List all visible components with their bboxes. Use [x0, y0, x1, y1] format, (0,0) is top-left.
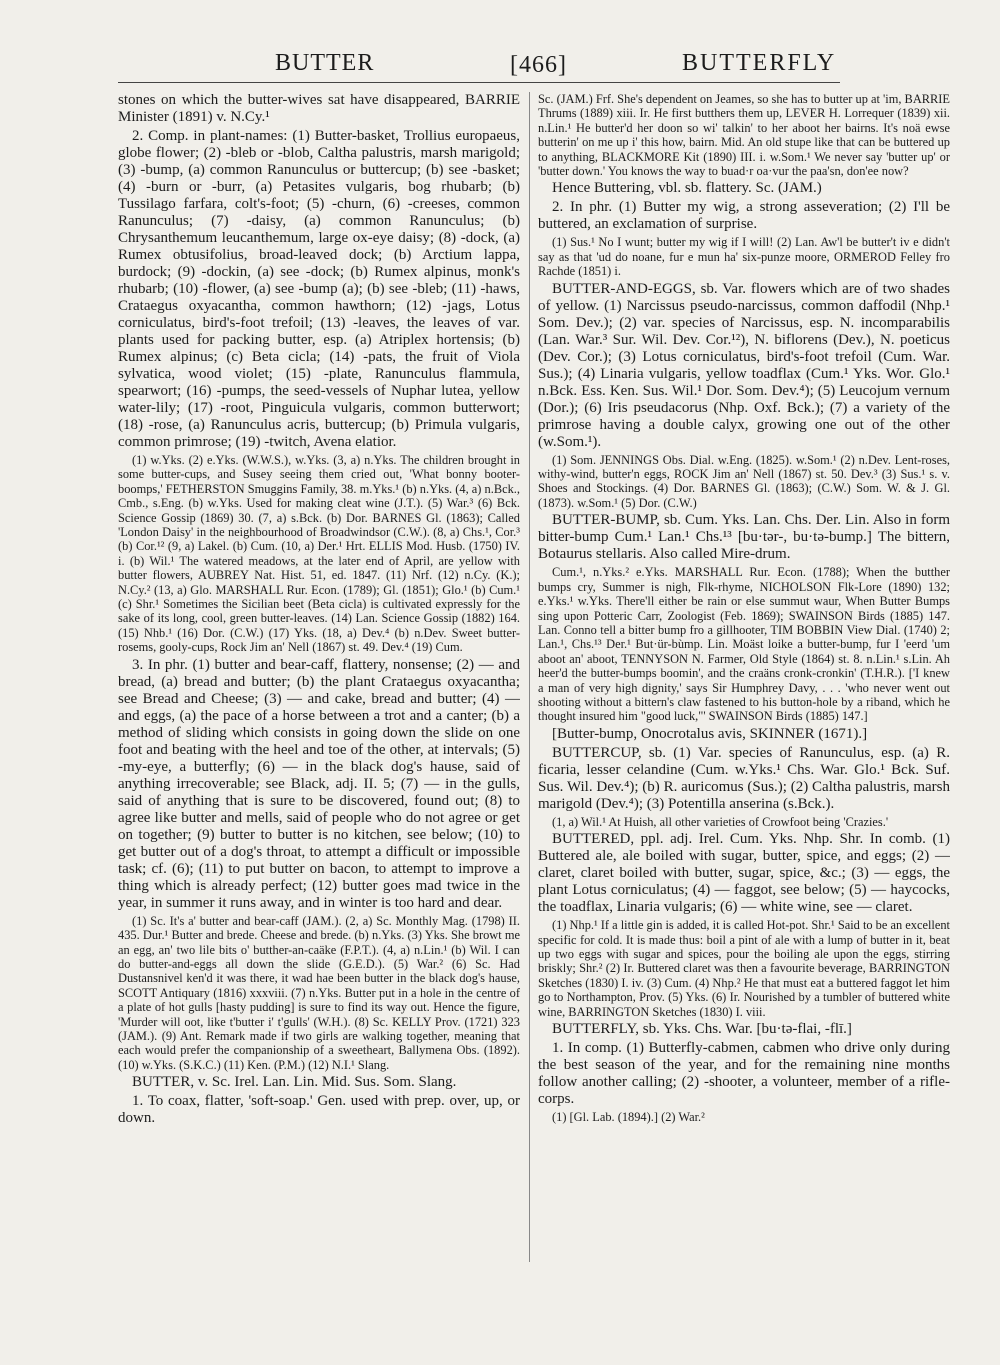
entry-paragraph: BUTTERCUP, sb. (1) Var. species of Ranunculus, esp. (a) R. ficaria, lesser celandine (Cum. w.Yks.¹ Chs. War. Glo.¹ Bck. Suf. Sus. Wil. Dev.⁴); (b) R. auricomus (Sus.); (2) Caltha palustris, marsh marigold (Dev.⁴); (3) Potentilla anserina (s.Bck.).: [538, 744, 950, 812]
entry-paragraph: (1, a) Wil.¹ At Huish, all other varieties of Crowfoot being 'Crazies.': [552, 814, 889, 829]
entry-paragraph: (1) Sc. It's a' butter and bear-caff (JAM.). (2, a) Sc. Monthly Mag. (1798) II. 435. Dur.¹ Butter and brede. Cheese and brede. (b) n.Yks. (3) Yks. She browt me an egg, an' two lile bits o' butther-an-caäke (F.P.T.). (4, a) n.Lin.¹ (b) Wil. I can do butter-and-eggs all down the slide (G.E.D.). (5) War.² (6) Sc. Had Dustansnivel ken'd it was there, it wad hae been butter in the black dog's hause, SCOTT Antiquary (1816) xxxviii. (7) n.Yks. Butter put in a hole in the centre of a plate of hot gulls [hasty pudding] is sure to find its way out. Hence the figure, 'Murder will oot, like t'butter i' t'gulls' (W.H.). (8) Sc. KELLY Prov. (1721) 323 (JAM.). (9) Ant. Remark made if two girls are walking together, meaning that each would prefer the companionship of a sweetheart, Ballymena Obs. (1892). (10) w.Yks. (S.K.C.) (11) Ken. (P.M.) (12) N.I.¹ Slang.: [118, 913, 520, 1072]
right-column: [538, 92, 950, 1262]
entry-paragraph: (1) Sus.¹ No I wunt; butter my wig if I will! (2) Lan. Aw'l be butter't iv e didn't say as that 'ud do noane, fur e mun ha' six-punze moore, ORMEROD Felley fro Rachde (1851) i.: [538, 235, 950, 279]
running-header: [120, 48, 840, 82]
entry-paragraph: Sc. (JAM.) Frf. She's dependent on Jeames, so she has to butter up at 'im, BARRIE Thrums (1889) xiii. Ir. He first butthers them up, LEVER H. Lorrequer (1839) xii. n.Lin.¹ He butter'd her doon so wi' talkin' to her aboot her bairns. It's noä ewse butterin' on me up i' this how, bairn. Mid. An old stupe like that can be buttered up to anything, BLACKMORE Kit (1890) III. i. w.Som.¹ We never say 'butter up' or 'butter down.' You knows the way to buad·r oa·vur the paa'sn, don'ee now?: [538, 92, 950, 179]
entry-paragraph: BUTTERFLY, sb. Yks. Chs. War. [bu·tə-flai, -flī.]: [552, 1021, 852, 1037]
entry-paragraph: BUTTER, v. Sc. Irel. Lan. Lin. Mid. Sus. Som. Slang.: [132, 1074, 457, 1091]
entry-paragraph: (1) Som. JENNINGS Obs. Dial. w.Eng. (1825). w.Som.¹ (2) n.Dev. Lent-roses, withy-wind, butter'n eggs, ROCK Jim an' Nell (1867) st. 50. Dev.³ (3) Sus.¹ s. v. Shoes and Stockings. (4) Dor. BARNES Gl. (1863); (C.W.) Som. W. & J. Gl. (1873). w.Som.¹ (5) Dor. (C.W.): [538, 452, 950, 510]
entry-paragraph: 2. Comp. in plant-names: (1) Butter-basket, Trollius europaeus, globe flower; (2) -bleb or -blob, Caltha palustris, marsh marigold; (3) -bump, (a) common Ranunculus or buttercup; (b) see -basket; (4) -burn or -burr, (a) Petasites vulgaris, bog rhubarb; (b) Tussilago farfara, colt's-foot; (5) -churn, (6) -creeses, common Ranunculus; (7) -daisy, (a) common Ranunculus; (b) Chrysanthemum leucanthemum, large ox-eye daisy; (8) -dock, (a) Rumex obtusifolius, broad-leaved dock; (b) Arctium lappa, burdock; (9) -dockin, (a) see -dock; (b) Rumex alpinus, monk's rhubarb; (10) -flower, (a) see -bump (a); (b) see -bleb; (11) -haws, Crataegus oxyacantha, common hawthorn; (12) -jags, Lotus corniculatus, bird's-foot trefoil; (13) -leaves, the leaves of var. plants used for packing butter, esp. (a) Atriplex hortensis; (b) Rumex alpinus; (c) Beta cicla; (14) -pats, the fruit of Viola sylvatica, wood violet; (15) -plate, Ranunculus flammula, spearwort; (16) -pumps, the seed-vessels of Nuphar lutea, yellow water-lily; (17) -root, Pinguicula vulgaris, common butterwort; (18) -rose, (a) Ranunculus acris, buttercup; (b) Primula vulgaris, common primrose; (19) -twitch, Avena elatior.: [118, 128, 520, 450]
entry-paragraph: Cum.¹, n.Yks.² e.Yks. MARSHALL Rur. Econ. (1788); When the butther bumps cry, Summer is nigh, Flk-rhyme, NICHOLSON Flk-Lore (1890) 132; e.Yks.¹ w.Yks. There'll either be rain or else summut waur, When Butter Bumps sing upon Potteric Carr, Zoologist (Feb. 1869); SWAINSON Birds (1885) 147. Lan. Conno tell a bitter bump fro a gillhooter, TIM BOBBIN View Dial. (1740) 2; Lan.¹, Chs.¹³ Der.¹ But·ür-bùmp. Lin. Moäst loike a butter-bump, fur I 'eerd 'um aboot an' aboot, TENNYSON N. Farmer, Old Style (1864) st. 8. n.Lin.¹ s.Lin. Ah heer'd the butter-bumps boomin', and the craäns cronk-cronkin' (T.H.R.). ['I knew a man of very high dignity,' says Sir Humphrey Davy, . . . 'who never went out shooting without a bittern's claw fastened to his button-hole by a riband, which he thought insured him "good luck,"' SWAINSON Birds (1885) 147.]: [538, 565, 950, 724]
column-divider: [529, 92, 530, 1262]
entry-paragraph: (1) Nhp.¹ If a little gin is added, it is called Hot-pot. Shr.¹ Said to be an excellent specific for cold. It is made thus: boil a pint of ale with a lump of butter in it, beat up two eggs with sugar and spices, pour the boiling ale upon the eggs, stirring briskly; Shr.² (2) Ir. Buttered claret was then a favourite beverage, BARRINGTON Sketches (1830) I. iv. (3) Cum. (4) Nhp.² He that must eat a buttered faggot let him go to Northampton, Prov. (5) Yks. (6) Ir. Nourished by a tumbler of buttered white wine, BARRINGTON Sketches (1830) I. viii.: [538, 918, 950, 1019]
entry-paragraph: 1. In comp. (1) Butterfly-cabmen, cabmen who drive only during the best season of the year, and for the remaining nine months follow another calling; (2) -shooter, a volunteer, member of a rifle-corps.: [538, 1040, 950, 1107]
entry-paragraph: 3. In phr. (1) butter and bear-caff, flattery, nonsense; (2) — and bread, (a) bread and butter; (b) the plant Crataegus oxyacantha; see Bread and Cheese; (3) — and cake, bread and butter; (4) — and eggs, (a) the pace of a horse between a trot and a canter; (b) a method of sliding which consists in going down the slide on one foot and beating with the heel and toe of the other, at intervals; (5) -my-eye, a butterfly; (6) — in the black dog's hause, said of anything irrecoverable; see Black, adj. II. 5; (7) — in the gulls, said of anything that is sure to be discovered, found out; (8) to agree like butter and mells, said of people who do not agree or get on together; (9) butter to butter is no kitchen, see below; (10) to get butter out of a dog's throat, to attempt a difficult or impossible task; cf. (6); (11) to put butter on bacon, to attempt to improve a thing which is already perfect; (12) butter goes mad twice in the year, in summer it runs away, and in winter is too hard and dear.: [118, 656, 520, 911]
entry-paragraph: Hence Buttering, vbl. sb. flattery. Sc. (JAM.): [552, 180, 822, 197]
page-number: [466]: [510, 52, 567, 78]
entry-paragraph: BUTTERED, ppl. adj. Irel. Cum. Yks. Nhp. Shr. In comb. (1) Buttered ale, ale boiled with sugar, butter, spice, and eggs; (2) — claret, claret boiled with butter, sugar, spice, &c.; (3) — eggs, the plant Lotus corniculatus; (4) — faggot, see below; (5) — haycocks, the toadflax, Linaria vulgaris; (6) — white wine, see — claret.: [538, 831, 950, 916]
entry-paragraph: 1. To coax, flatter, 'soft-soap.' Gen. used with prep. over, up, or down.: [118, 1093, 520, 1127]
header-rule: [118, 82, 840, 83]
entry-paragraph: (1) [Gl. Lab. (1894).] (2) War.²: [552, 1110, 705, 1124]
header-right-word: BUTTERFLY: [682, 50, 837, 76]
entry-paragraph: BUTTER-BUMP, sb. Cum. Yks. Lan. Chs. Der. Lin. Also in form bitter-bump Cum.¹ Lan.¹ Chs.¹³ [bu·tər-, bu·tə-bump.] The bittern, Botaurus stellaris. Also called Mire-drum.: [538, 512, 950, 563]
entry-paragraph: 2. In phr. (1) Butter my wig, a strong asseveration; (2) I'll be buttered, an exclamation of surprise.: [538, 199, 950, 233]
entry-paragraph: (1) w.Yks. (2) e.Yks. (W.W.S.), w.Yks. (3, a) n.Yks. The children brought in some butter-cups, and Susey seeing them cried out, 'What bonny booter-boomps,' FETHERSTON Smuggins Family, 38. m.Yks.¹ (b) n.Yks. (4, a) n.Bck., Cmb., s.Eng. (b) w.Yks. Used for making cleat wine (J.T.). (5) War.³ (6) Bck. Science Gossip (1869) 30. (7, a) s.Bck. (b) Dor. BARNES Gl. (1863); Called 'London Daisy' in the neighbourhood of Broadwindsor (C.W.). (8, a) Chs.¹, Cor.³ (b) Cor.¹² (9, a) Lakel. (b) Cum. (10, a) Der.¹ Hrt. ELLIS Mod. Husb. (1750) IV. i. (b) Wil.¹ The watered meadows, at the later end of April, are yellow with butter flowers, AUBREY Nat. Hist. 51, ed. 1847. (11) Nrf. (12) n.Cy. (K.); N.Cy.² (13, a) Glo. MARSHALL Rur. Econ. (1789); Gl. (1851); Glo.¹ (b) Cum.¹ (c) Shr.¹ Sometimes the Sicilian beet (Beta cicla) is cultivated expressly for the sake of its long, cool, green butter-leaves. (14) Lan. Science Gossip (1882) 164. (15) Nhb.¹ (16) Dor. (C.W.) (17) Yks. (18, a) Dev.⁴ (b) n.Dev. Sweet butter-rosems, gooly-cups, Rock Jim an' Nell (1867) st. 49. Dev.⁴ (19) Cum.: [118, 453, 520, 655]
entry-paragraph: [Butter-bump, Onocrotalus avis, SKINNER (1671).]: [552, 725, 868, 742]
entry-paragraph: BUTTER-AND-EGGS, sb. Var. flowers which are of two shades of yellow. (1) Narcissus pseudo-narcissus, common daffodil (Nhp.¹ Som. Dev.); (2) var. species of Narcissus, esp. N. incomparabilis (Lan. War.³ Sur. Wil. Dev. Cor.¹²), N. biflorens (Dev.), N. poeticus (Dev. Cor.); (3) Lotus corniculatus, bird's-foot trefoil (Cum. War. Sus.); (4) Linaria vulgaris, yellow toadflax (Cum.¹ Yks. Wor. Glo.¹ n.Bck. Ess. Ken. Sus. Wil.¹ Dor. Som. Dev.⁴); (5) Leucojum vernum (Dor.); (6) Iris pseudacorus (Nhp. Oxf. Bck.); (7) a variety of the primrose having a double calyx, growing one out of the other (w.Som.¹).: [538, 280, 950, 450]
entry-paragraph: stones on which the butter-wives sat have disappeared, BARRIE Minister (1891) v. N.Cy.¹: [118, 92, 520, 125]
left-column: [118, 92, 520, 1292]
header-left-word: BUTTER: [275, 50, 375, 76]
